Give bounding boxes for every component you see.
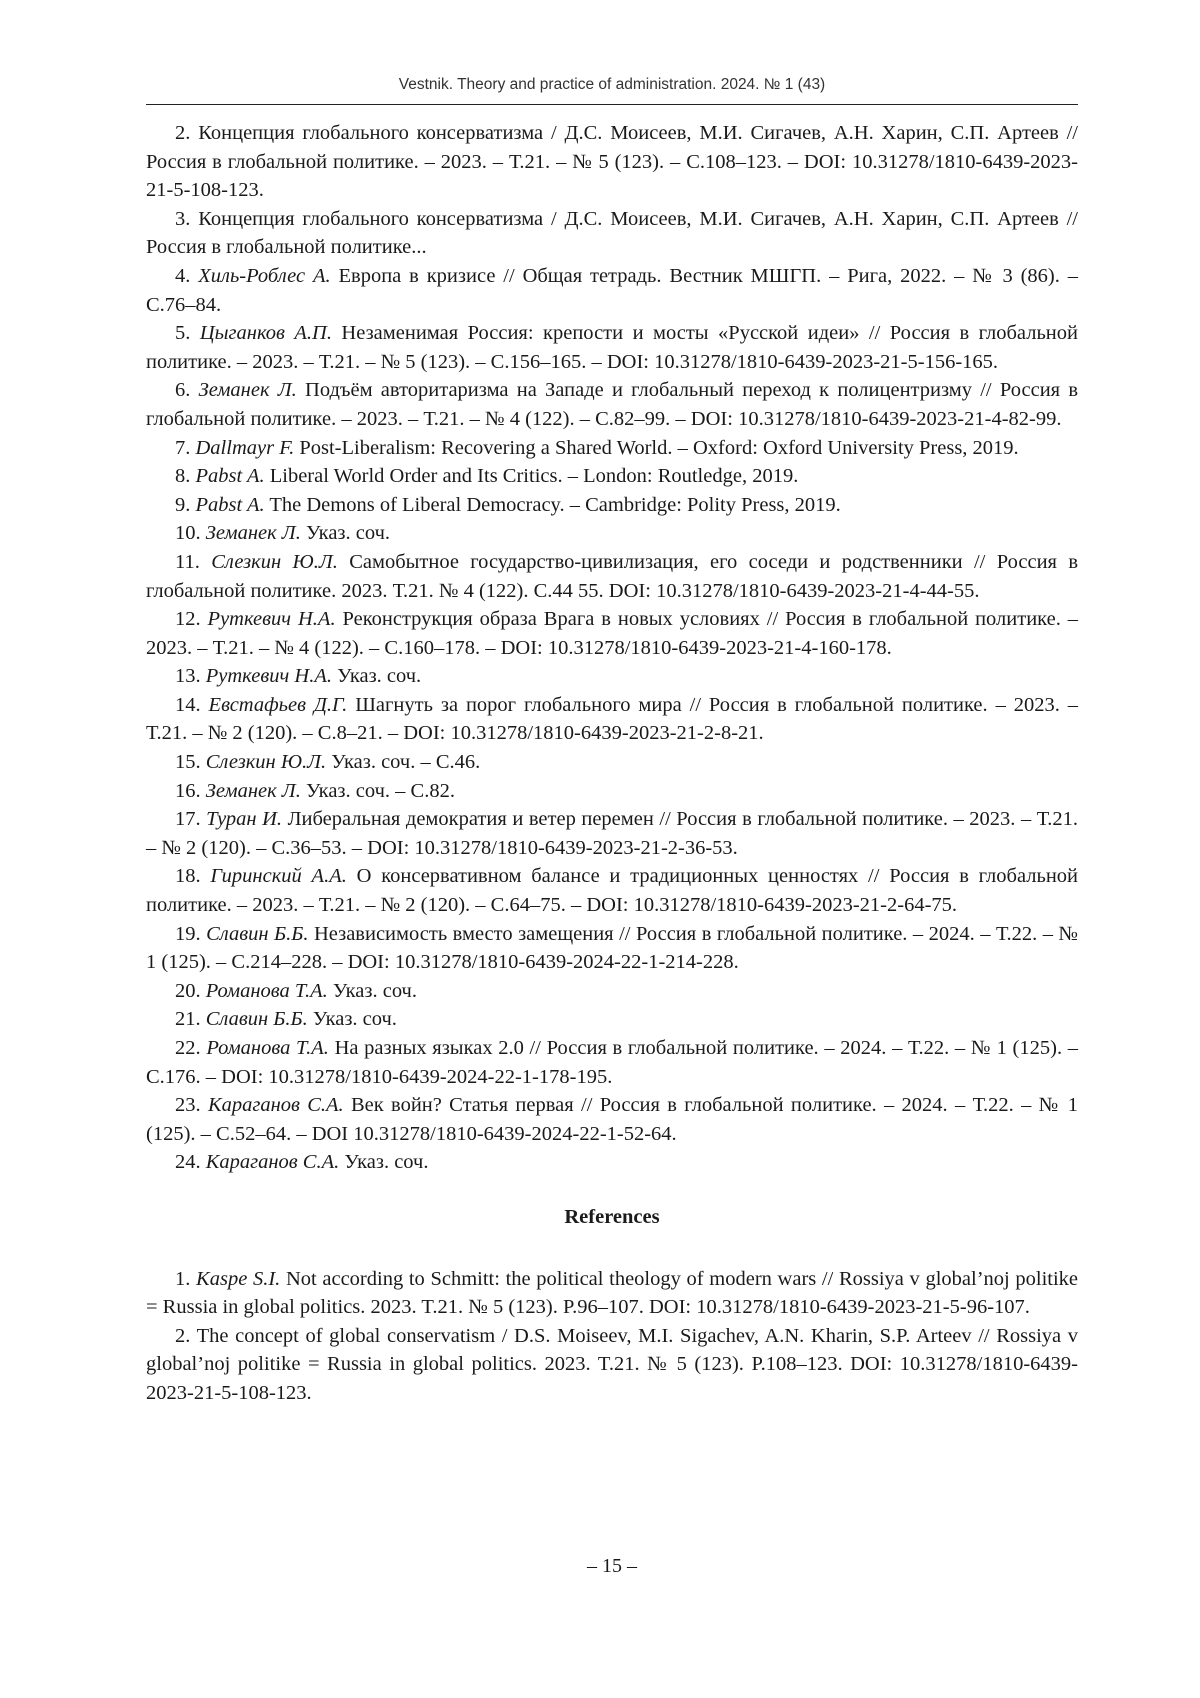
entry-text: Указ. соч. [332,979,417,1002]
entry-author: Романова Т.А. [205,979,328,1002]
bibliography-entry [146,205,1078,262]
entry-author: Kaspe S.I. [196,1267,281,1290]
references-list [146,1265,1078,1408]
entry-number: 23. [175,1094,201,1117]
running-header: Vestnik. Theory and practice of administration. 2024. № 1 (43) [398,76,826,93]
entry-author: Руткевич Н.А. [207,608,336,631]
entry-number: 4. [175,264,191,287]
entry-author: Караганов С.А. [205,1151,340,1174]
bibliography-entry [146,691,1078,748]
entry-author: Туран И. [206,808,283,831]
entry-author: Евстафьев Д.Г. [208,693,348,716]
entry-text: Европа в кризисе // Общая тетрадь. Вестник МШГП. – Рига, 2022. – № 3 (86). – С.76–84. [146,264,1079,316]
entry-text: Самобытное государство-цивилизация, его соседи и родственники // Россия в глобальной политике. 2023. Т.21. № 4 (122). С.44 55. DOI: 10.31278/1810-6439-2023-21-4-44-55. [146,550,1079,602]
entry-text: Указ. соч. [305,522,391,545]
references-heading: References [564,1205,660,1228]
entry-text: The Demons of Liberal Democracy. – Cambridge: Polity Press, 2019. [269,493,841,516]
entry-number: 8. [175,465,191,488]
page-number: – 15 – [587,1555,637,1577]
entry-text: Незаменимая Россия: крепости и мосты «Русской идеи» // Россия в глобальной политике. – 2023. – Т.21. – № 5 (123). – С.156–165. – DOI: 10.31278/1810-6439-2023-21-5-156-165. [146,322,1078,373]
bibliography-entry [146,462,1078,491]
entry-author: Цыганков А.П. [199,322,332,345]
entry-author: Гиринский А.А. [210,865,347,888]
bibliography-entry [146,519,1078,548]
bibliography-entry [146,1148,1078,1177]
entry-author: Земанек Л. [198,379,297,402]
entry-text: Независимость вместо замещения // Россия в глобальной политике. – 2024. – Т.22. – № 1 (125). – С.214–228. – DOI: 10.31278/1810-6439-2024-22-1-214-228. [146,922,1078,974]
bibliography-entry [146,548,1078,605]
entry-text: О консервативном балансе и традиционных ценностях // Россия в глобальной политике. – 2023. – Т.21. – № 2 (120). – С.64–75. – DOI: 10.31278/1810-6439-2023-21-2-64-75. [146,865,1079,917]
bibliography-entry [146,920,1078,977]
entry-number: 10. [175,522,201,545]
entry-number: 16. [175,779,201,802]
reference-entry [146,1322,1078,1408]
entry-number: 7. [175,436,191,459]
entry-number: 21. [175,1008,201,1031]
entry-author: Хиль-Роблес А. [198,264,331,287]
bibliography-entry [146,662,1078,691]
bibliography-list [146,119,1078,1177]
entry-author: Земанек Л. [205,522,301,545]
header-rule [146,104,1078,105]
entry-number: 9. [175,493,191,516]
entry-number: 1. [175,1267,191,1290]
bibliography-entry [146,748,1078,777]
entry-number: 22. [175,1037,201,1059]
bibliography-entry [146,777,1078,806]
entry-number: 19. [175,922,201,945]
bibliography-entry [146,262,1078,319]
entry-number: 6. [175,379,191,402]
entry-text: Шагнуть за порог глобального мира // Россия в глобальной политике. – 2023. – Т.21. – № 2 (120). – С.8–21. – DOI: 10.31278/1810-6439-2023-21-2-8-21. [146,693,1079,745]
reference-entry [146,1265,1078,1322]
bibliography-entry [146,491,1078,520]
entry-number: 17. [175,808,201,831]
entry-text: Указ. соч. – С.46. [331,751,481,774]
entry-number: 2. [175,122,191,144]
bibliography-entry [146,805,1078,862]
bibliography-entry [146,1034,1078,1091]
entry-author: Dallmayr F. [195,436,295,459]
entry-text: Указ. соч. [337,665,422,688]
entry-number: 24. [175,1151,201,1174]
entry-number: 20. [175,979,201,1002]
entry-author: Славин Б.Б. [206,922,309,945]
entry-text: Указ. соч. [344,1151,429,1174]
entry-text: Век войн? Статья первая // Россия в глобальной политике. – 2024. – Т.22. – № 1 (125). – С.52–64. – DOI 10.31278/1810-6439-2024-22-1-52-64. [146,1094,1079,1145]
bibliography-entry [146,977,1078,1006]
entry-text: Not according to Schmitt: the political theology of modern wars // Rossiya v global’noj politike = Russia in global politics. 2023. T.21. № 5 (123). P.96–107. DOI: 10.31278/1810-6439-2023-21-5-96-107. [146,1267,1079,1319]
page-body [146,119,1078,1408]
entry-text: Либеральная демократия и ветер перемен // Россия в глобальной политике. – 2023. – Т.21. – № 2 (120). – С.36–53. – DOI: 10.31278/1810-6439-2023-21-2-36-53. [146,808,1078,859]
bibliography-entry [146,1091,1078,1148]
entry-author: Слезкин Ю.Л. [211,550,338,573]
entry-number: 14. [175,693,201,716]
entry-number: 15. [175,751,201,774]
bibliography-entry [146,605,1078,662]
bibliography-entry [146,119,1078,205]
bibliography-entry [146,1005,1078,1034]
entry-text: Указ. соч. [312,1008,397,1031]
entry-text: Подъём авторитаризма на Западе и глобальный переход к полицентризму // Россия в глобальной политике. – 2023. – Т.21. – № 4 (122). – С.82–99. – DOI: 10.31278/1810-6439-2023-21-4-82-99. [146,379,1078,430]
entry-author: Славин Б.Б. [205,1008,308,1031]
entry-number: 2. [175,1324,191,1347]
entry-author: Караганов С.А. [207,1094,344,1117]
entry-text: Реконструкция образа Врага в новых условиях // Россия в глобальной политике. – 2023. – Т.21. – № 4 (122). – С.160–178. – DOI: 10.31278/1810-6439-2023-21-4-160-178. [146,608,1079,659]
entry-number: 18. [175,865,201,888]
bibliography-entry [146,319,1078,376]
entry-number: 12. [175,608,201,631]
entry-number: 11. [175,550,200,573]
bibliography-entry [146,862,1078,919]
entry-text: На разных языках 2.0 // Россия в глобальной политике. – 2024. – Т.22. – № 1 (125). – С.176. – DOI: 10.31278/1810-6439-2024-22-1-178-195. [146,1037,1079,1088]
bibliography-entry [146,434,1078,463]
bibliography-entry [146,376,1078,433]
entry-author: Земанек Л. [205,779,301,802]
entry-author: Руткевич Н.А. [205,665,332,688]
entry-text: Liberal World Order and Its Critics. – London: Routledge, 2019. [269,465,799,488]
entry-author: Pabst A. [195,465,265,488]
entry-author: Романова Т.А. [206,1037,329,1059]
entry-number: 5. [175,322,191,345]
entry-number: 3. [175,207,191,230]
entry-text: Указ. соч. – С.82. [305,779,455,802]
entry-text: Концепция глобального консерватизма / Д.С. Моисеев, М.И. Сигачев, А.Н. Харин, С.П. Артеев // Россия в глобальной политике. – 2023. – Т.21. – № 5 (123). – С.108–123. – DOI: 10.31278/1810-6439-2023-21-5-108-123. [146,122,1079,202]
entry-author: Слезкин Ю.Л. [205,751,327,774]
entry-author: Pabst A. [195,493,265,516]
entry-text: Концепция глобального консерватизма / Д.С. Моисеев, М.И. Сигачев, А.Н. Харин, С.П. Артеев // Россия в глобальной политике... [146,207,1079,259]
entry-text: Post-Liberalism: Recovering a Shared World. – Oxford: Oxford University Press, 2019. [299,436,1019,459]
entry-text: The concept of global conservatism / D.S. Moiseev, M.I. Sigachev, A.N. Kharin, S.P. Arteev // Rossiya v global’noj politike = Russia in global politics. 2023. T.21. № 5 (123). P.108–123. DOI: 10.31278/1810-6439-2023-21-5-108-123. [146,1324,1078,1404]
entry-number: 13. [175,665,201,688]
